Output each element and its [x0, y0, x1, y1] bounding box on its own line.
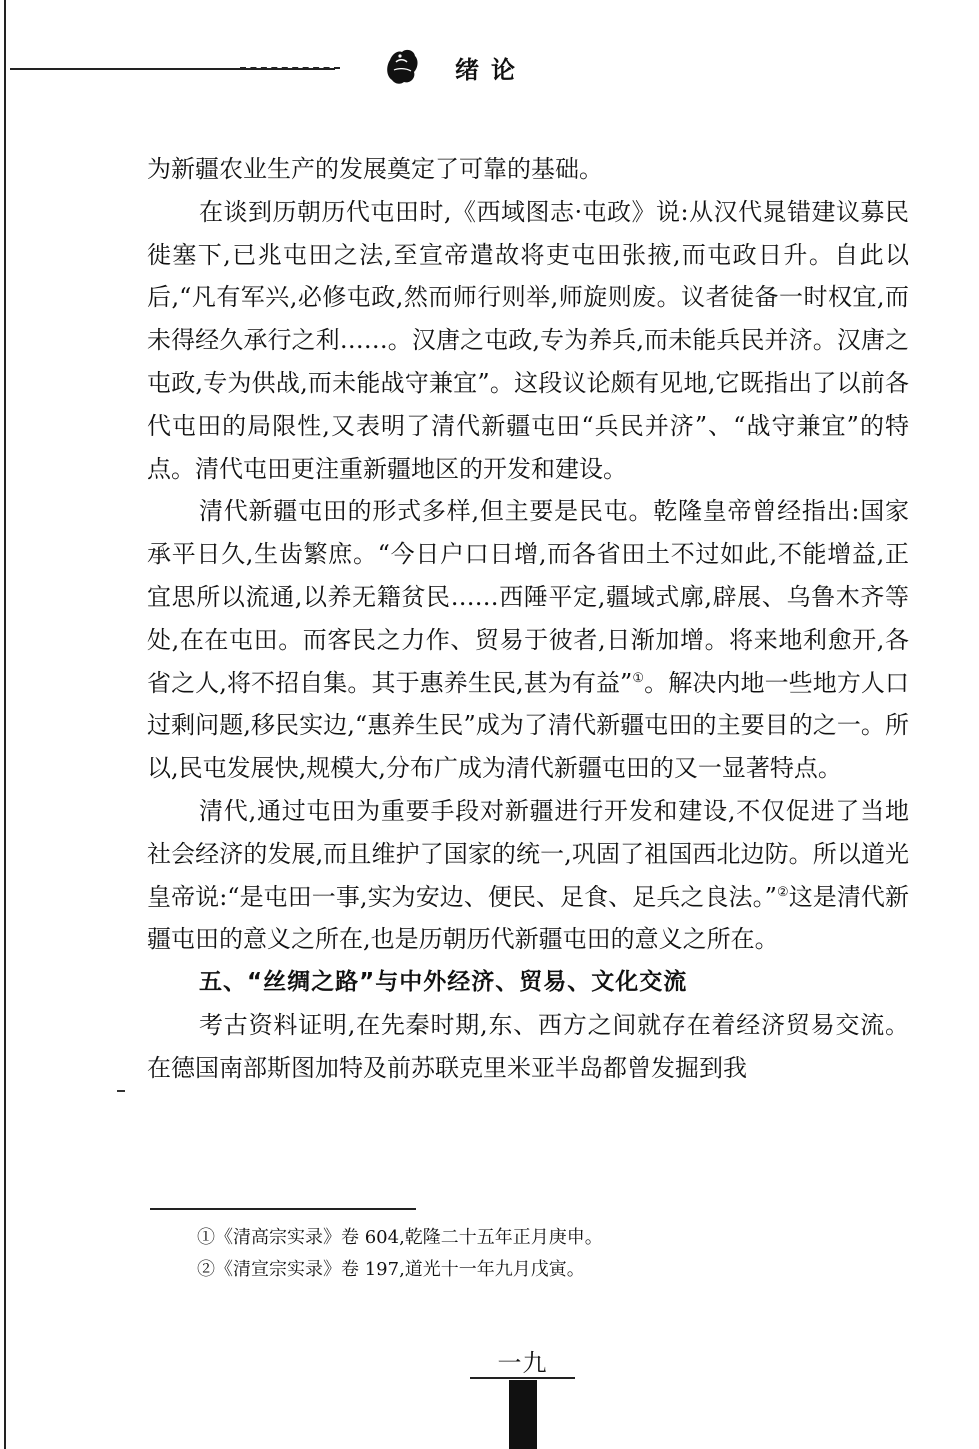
paragraph-text: 清代新疆屯田的形式多样,但主要是民屯。乾隆皇帝曾经指出:国家承平日久,生齿繁庶。“今日户口日增,而各省田土不过如此,不能增益,正宜思所以流通,以养无籍贫民……西陲平定,疆域式廓,辟展、乌鲁木齐等处,在在屯田。而客民之力作、贸易于彼者,日渐加增。将来地利愈开,各省之人,将不招自集。其于惠养生民,甚为有益” [147, 497, 909, 697]
header-rule-dash [240, 67, 340, 69]
paragraph: 考古资料证明,在先秦时期,东、西方之间就存在着经济贸易交流。在德国南部斯图加特及前苏联克里米亚半岛都曾发掘到我 [147, 1010, 909, 1082]
footnote-mark: ② [776, 884, 789, 900]
page-number-bar [509, 1380, 537, 1449]
footnote-rule [150, 1208, 416, 1210]
footnote-mark: ① [632, 670, 645, 686]
footnotes [197, 1222, 603, 1286]
paragraph-text: 这是清代新疆屯田的意义之所在,也是历朝历代新疆屯田的意义之所在。 [147, 882, 909, 954]
paragraph-text: 。解决内地一些地方人口过剩问题,移民实边,“惠养生民”成为了清代新疆屯田的主要目的之一。所以,民屯发展快,规模大,分布广成为清代新疆屯田的又一显著特点。 [147, 668, 910, 783]
paragraph-text: 清代,通过屯田为重要手段对新疆进行开发和建设,不仅促进了当地社会经济的发展,而且维护了国家的统一,巩固了祖国西北边防。所以道光皇帝说:“是屯田一事,实为安边、便民、足食、足兵之良法。” [147, 796, 909, 911]
page-number: 一九 [497, 1349, 548, 1377]
page-border [4, 0, 6, 1449]
footnote: ②《清宣宗实录》卷 197,道光十一年九月戊寅。 [197, 1259, 585, 1280]
paragraph: 为新疆农业生产的发展奠定了可靠的基础。 [147, 155, 603, 183]
section-heading: 五、“丝绸之路”与中外经济、贸易、文化交流 [199, 969, 688, 996]
footnote: ①《清高宗实录》卷 604,乾隆二十五年正月庚申。 [197, 1227, 603, 1248]
decorative-figure-icon [384, 46, 420, 86]
page-number-rule [470, 1377, 575, 1379]
paragraph: 在谈到历朝历代屯田时,《西域图志·屯政》说:从汉代晁错建议募民徙塞下,已兆屯田之法,至宣帝遣故将吏屯田张掖,而屯政日升。自此以后,“凡有军兴,必修屯政,然而师行则举,师旋则废。议者徒备一时权宜,而未得经久承行之利……。汉唐之屯政,专为养兵,而未能兵民并济。汉唐之屯政,专为供战,而未能战守兼宜”。这段议论颇有见地,它既指出了以前各代屯田的局限性,又表明了清代新疆屯田“兵民并济”、“战守兼宜”的特点。清代屯田更注重新疆地区的开发和建设。 [147, 197, 909, 483]
section-title: 绪论 [455, 56, 527, 84]
paragraph [147, 790, 909, 961]
margin-mark [117, 1090, 125, 1092]
body-text [147, 148, 909, 1090]
paragraph [147, 490, 909, 790]
